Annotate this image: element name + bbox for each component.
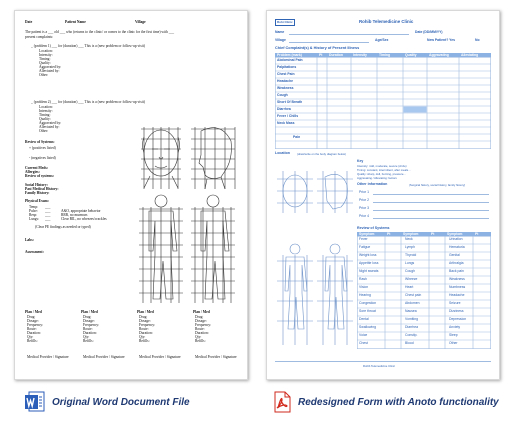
complaint-row[interactable]: Headache: [277, 79, 294, 83]
anoto-head-side: [317, 171, 353, 213]
word-document-icon: [24, 391, 46, 413]
plan-item: Dosage:: [195, 319, 207, 323]
plan-item: Qty:: [27, 335, 34, 339]
pdf-document-icon: [272, 391, 292, 413]
ros-cell[interactable]: Dizziness: [449, 309, 464, 313]
sublabel: Quality:: [39, 117, 51, 121]
ros-cell[interactable]: Blood: [405, 341, 414, 345]
allergies: Allergies:: [25, 170, 40, 174]
new-patient-no[interactable]: No: [475, 38, 480, 42]
sublabel: Intensity:: [39, 109, 53, 113]
signature-line: Medical Provider / Signature: [27, 355, 69, 359]
complaint-row[interactable]: Short Of Breath: [277, 100, 303, 104]
anoto-body-diagram: [275, 161, 355, 361]
body-front-grid: [139, 195, 183, 303]
ros-cell[interactable]: Vision: [359, 285, 369, 289]
plan-item: Qty:: [139, 335, 146, 339]
key-line: Aggravating / Alleviating: factors: [357, 176, 397, 180]
head-front-grid: [141, 127, 181, 189]
plan-item: Duration:: [139, 331, 153, 335]
social-history: Social History:: [25, 183, 48, 187]
plan-item: Route:: [83, 327, 93, 331]
sublabel: Aggravated by:: [39, 65, 62, 69]
word-document-page: [14, 10, 248, 380]
labs-label: Labs:: [25, 238, 34, 242]
ros-cell[interactable]: Night sweats: [359, 269, 379, 273]
left-caption-text: Original Word Document File: [52, 396, 190, 408]
vital-value: ___: [45, 217, 51, 221]
table-header: Aggravating: [429, 52, 449, 57]
signature-line: Medical Provider / Signature: [83, 355, 125, 359]
table-header: Pt: [319, 52, 323, 57]
ros-cell[interactable]: Sleep: [449, 333, 458, 337]
ros-cell[interactable]: Nausea: [405, 309, 417, 313]
table-header: Problem (mark): [277, 52, 302, 57]
ros-cell[interactable]: Weakness: [449, 277, 465, 281]
key-line: Quality: sharp, dull, burning, pressure...: [357, 172, 406, 176]
ros-cell[interactable]: Urination: [449, 237, 463, 241]
sublabel: Timing:: [39, 113, 51, 117]
table-header: Timing: [379, 52, 391, 57]
complaint-row[interactable]: Abdominal Pain: [277, 58, 303, 62]
sublabel: Alleviated by:: [39, 125, 60, 129]
ros-heading: Review of Systems:: [25, 140, 55, 144]
ros-cell[interactable]: Depression: [449, 317, 467, 321]
family-history: Family History:: [25, 191, 50, 195]
plan-item: Qty:: [195, 335, 202, 339]
complaint-line: _ (problem 2) ___ for (duration) ___ This is a (new problem or follow-up visit): [31, 100, 145, 104]
village-label: Village: [135, 20, 146, 24]
prior-item[interactable]: Prior 3: [359, 206, 369, 210]
sublabel: Quality:: [39, 61, 51, 65]
date-label: Date: [25, 20, 33, 24]
ros-cell[interactable]: Dental: [359, 317, 369, 321]
prior-item[interactable]: Prior 2: [359, 198, 369, 202]
ros-cell[interactable]: Back pain: [449, 269, 464, 273]
vital-label: Pulse:: [29, 209, 38, 213]
plan-item: Dosage:: [83, 319, 95, 323]
plan-item: Duration:: [195, 331, 209, 335]
table-header: Alleviating: [461, 52, 479, 57]
plan-item: Frequency:: [83, 323, 100, 327]
ros-cell[interactable]: Anxiety: [449, 325, 461, 329]
exam-note: (Clear PE findings as needed or typed): [35, 225, 91, 229]
anoto-body-front: [277, 244, 313, 345]
ros-cell[interactable]: Lymph: [405, 245, 416, 249]
plan-item: Route:: [27, 327, 37, 331]
complaint-row[interactable]: Palpitations: [277, 65, 297, 69]
plan-item: Refills:: [139, 339, 150, 343]
plan-title: Plan / Med: [81, 310, 98, 314]
ros-cell[interactable]: Vomiting: [405, 317, 419, 321]
vital-label: Resp:: [29, 213, 38, 217]
physical-exam: Physical Exam:: [25, 199, 49, 203]
plan-item: Drug:: [139, 315, 148, 319]
anoto-form-page: [266, 10, 500, 380]
ros-cell[interactable]: Genital: [449, 253, 460, 257]
plan-item: Refills:: [27, 339, 38, 343]
plan-item: Frequency:: [195, 323, 212, 327]
footer-divider: [275, 361, 491, 362]
sublabel: Location:: [39, 105, 53, 109]
key-line: Timing: constant, intermittent, after meals...: [357, 168, 411, 172]
plan-item: Drug:: [83, 315, 92, 319]
ros-header: Pt: [387, 231, 391, 236]
table-header: Intensity: [353, 52, 367, 57]
complaint-line: _ (problem 1) ___ for (duration) ___ This is a (new problem or follow-up visit): [31, 44, 145, 48]
ros-header: Symptom: [403, 231, 419, 236]
table-header: Duration: [329, 52, 343, 57]
complaint-row[interactable]: Fever / Chills: [277, 114, 299, 118]
vital-value: ___: [45, 205, 51, 209]
ros-cell[interactable]: Voice: [359, 333, 368, 337]
other-info-note: (Surgical history, social history, family history): [409, 182, 466, 187]
ros-cell[interactable]: Numbness: [449, 285, 466, 289]
vital-label: Lungs:: [29, 217, 39, 221]
ros-cell[interactable]: Congestion: [359, 301, 377, 305]
sublabel: Location:: [39, 49, 53, 53]
exam-line: RRR, no murmurs: [61, 213, 88, 217]
plan-item: Drug:: [195, 315, 204, 319]
complaint-row[interactable]: Diarrhea: [277, 107, 291, 111]
plan-item: Dosage:: [27, 319, 39, 323]
village-field-label: Village: [275, 38, 286, 42]
anoto-head-front: [277, 171, 313, 213]
other-info-heading: Other information: [357, 182, 388, 186]
ros-cell[interactable]: Seizure: [449, 301, 461, 305]
ros-negatives: - (negatives listed): [29, 156, 56, 160]
plan-title: Plan / Med: [137, 310, 154, 314]
plan-item: Drug:: [27, 315, 36, 319]
ros-cell[interactable]: Appetite loss: [359, 261, 379, 265]
location-heading: Location: [275, 151, 290, 155]
plan-item: Duration:: [27, 331, 41, 335]
location-note: (draw/write on the body diagram below): [297, 151, 346, 156]
complaint-row[interactable]: Chest Pain: [277, 72, 295, 76]
plan-item: Duration:: [83, 331, 97, 335]
ros-cell[interactable]: Cough: [405, 269, 415, 273]
ros-cell[interactable]: Chest pain: [405, 293, 422, 297]
complaint-grid: [275, 57, 491, 149]
ros-positives: + (positives listed): [29, 146, 56, 150]
exam-line: Clear BIL, no wheezes/crackles: [61, 217, 107, 221]
ros-cell[interactable]: Hearing: [359, 293, 371, 297]
body-diagram: [135, 193, 239, 305]
plan-item: Frequency:: [139, 323, 156, 327]
plan-title: Plan / Med: [25, 310, 42, 314]
intro-line: present complaints:: [25, 35, 54, 39]
name-field-label: Name: [275, 30, 285, 34]
ros-cell[interactable]: Heart: [405, 285, 414, 289]
ros-cell[interactable]: Wheeze: [405, 277, 418, 281]
complaint-row[interactable]: Cough: [277, 93, 288, 97]
sublabel: Intensity:: [39, 53, 53, 57]
ros-cell[interactable]: Swallowing: [359, 325, 376, 329]
signature-line: Medical Provider / Signature: [139, 355, 181, 359]
date-field-label: Date (DD/MM/YY): [415, 30, 443, 34]
ros-cell[interactable]: Neck: [405, 237, 413, 241]
body-back-grid: [191, 195, 235, 303]
sublabel: Other:: [39, 73, 49, 77]
age-sex-field-label: Age/Sex: [375, 38, 389, 42]
ros-cell[interactable]: Hematuria: [449, 245, 465, 249]
prior-item[interactable]: Prior 1: [359, 190, 369, 194]
ros-cell[interactable]: Diarrhea: [405, 325, 419, 329]
plan-item: Dosage:: [139, 319, 151, 323]
ros-cell[interactable]: Sore throat: [359, 309, 376, 313]
ros-cell[interactable]: Constip.: [405, 333, 418, 337]
exam-line: A&O, appropriate behavior: [61, 209, 101, 213]
ros-header: Pt: [431, 231, 435, 236]
ros-header: Pt: [475, 231, 479, 236]
head-diagram: [135, 119, 239, 191]
plan-item: Route:: [139, 327, 149, 331]
sublabel: Timing:: [39, 57, 51, 61]
ros-cell[interactable]: Other: [449, 341, 458, 345]
form-footer: Rohib Telemedicine Clinic: [363, 364, 395, 368]
plan-item: Refills:: [195, 339, 206, 343]
past-medical-history: Past Medical History:: [25, 187, 59, 191]
intro-line: The patient is a ___ old ___ who (returns to the clinic/ or comes to the clinic for the first time) with ___: [25, 30, 175, 34]
chief-complaint-heading: Chief Complaint(s) & History of Present Illness: [275, 46, 360, 50]
ros-cell[interactable]: Thyroid: [405, 253, 417, 257]
right-caption-text: Redesigned Form with Anoto functionality: [298, 396, 499, 408]
ros-cell[interactable]: Fever: [359, 237, 368, 241]
form-title: Rohib Telemedicine Clinic: [359, 19, 414, 24]
key-line: Intensity: mild, moderate, severe (circle): [357, 164, 407, 168]
head-side-grid: [191, 127, 235, 189]
anoto-body-back: [317, 244, 353, 345]
patient-name-label: Patient Name: [65, 20, 86, 24]
current-meds: Current Meds:: [25, 166, 48, 170]
plan-item: Frequency:: [27, 323, 44, 327]
assessment-label: Assessment:: [25, 250, 44, 254]
vital-label: Temp:: [29, 205, 39, 209]
table-header: Quality: [405, 52, 417, 57]
complaint-row[interactable]: Neck Mass: [277, 121, 295, 125]
ros-cell[interactable]: Lungs: [405, 261, 415, 265]
left-caption: [24, 390, 190, 414]
ros-cell[interactable]: Rash: [359, 277, 367, 281]
ros-cell[interactable]: Headache: [449, 293, 465, 297]
plan-item: Refills:: [83, 339, 94, 343]
sublabel: Aggravated by:: [39, 121, 62, 125]
ros-cell[interactable]: Chest: [359, 341, 368, 345]
review-of-systems: Review of systems:: [25, 174, 54, 178]
complaint-row[interactable]: Weakness: [277, 86, 294, 90]
sublabel: Alleviated by:: [39, 69, 60, 73]
ros-cell[interactable]: Abdomen: [405, 301, 420, 305]
ros-header: Symptom: [359, 231, 375, 236]
ros-header: Symptom: [447, 231, 463, 236]
clinic-logo: Rohi Clinic: [277, 20, 293, 24]
right-caption: [272, 390, 499, 414]
plan-item: Qty:: [83, 335, 90, 339]
vital-value: ___: [45, 209, 51, 213]
prior-item[interactable]: Prior 4: [359, 214, 369, 218]
vital-value: ___: [45, 213, 51, 217]
new-patient-yes[interactable]: New Patient? Yes: [427, 38, 456, 42]
complaint-row[interactable]: Pain: [293, 135, 301, 139]
ros-cell[interactable]: Weight loss: [359, 253, 377, 257]
ros-heading: Review of Systems: [357, 226, 390, 230]
ros-grid: [357, 236, 491, 349]
plan-title: Plan / Med: [193, 310, 210, 314]
plan-item: Route:: [195, 327, 205, 331]
key-heading: Key: [357, 159, 364, 163]
ros-cell[interactable]: Arthralgia: [449, 261, 464, 265]
sublabel: Other:: [39, 129, 49, 133]
highlighted-cell[interactable]: [404, 107, 427, 113]
signature-line: Medical Provider / Signature: [195, 355, 237, 359]
ros-cell[interactable]: Fatigue: [359, 245, 371, 249]
